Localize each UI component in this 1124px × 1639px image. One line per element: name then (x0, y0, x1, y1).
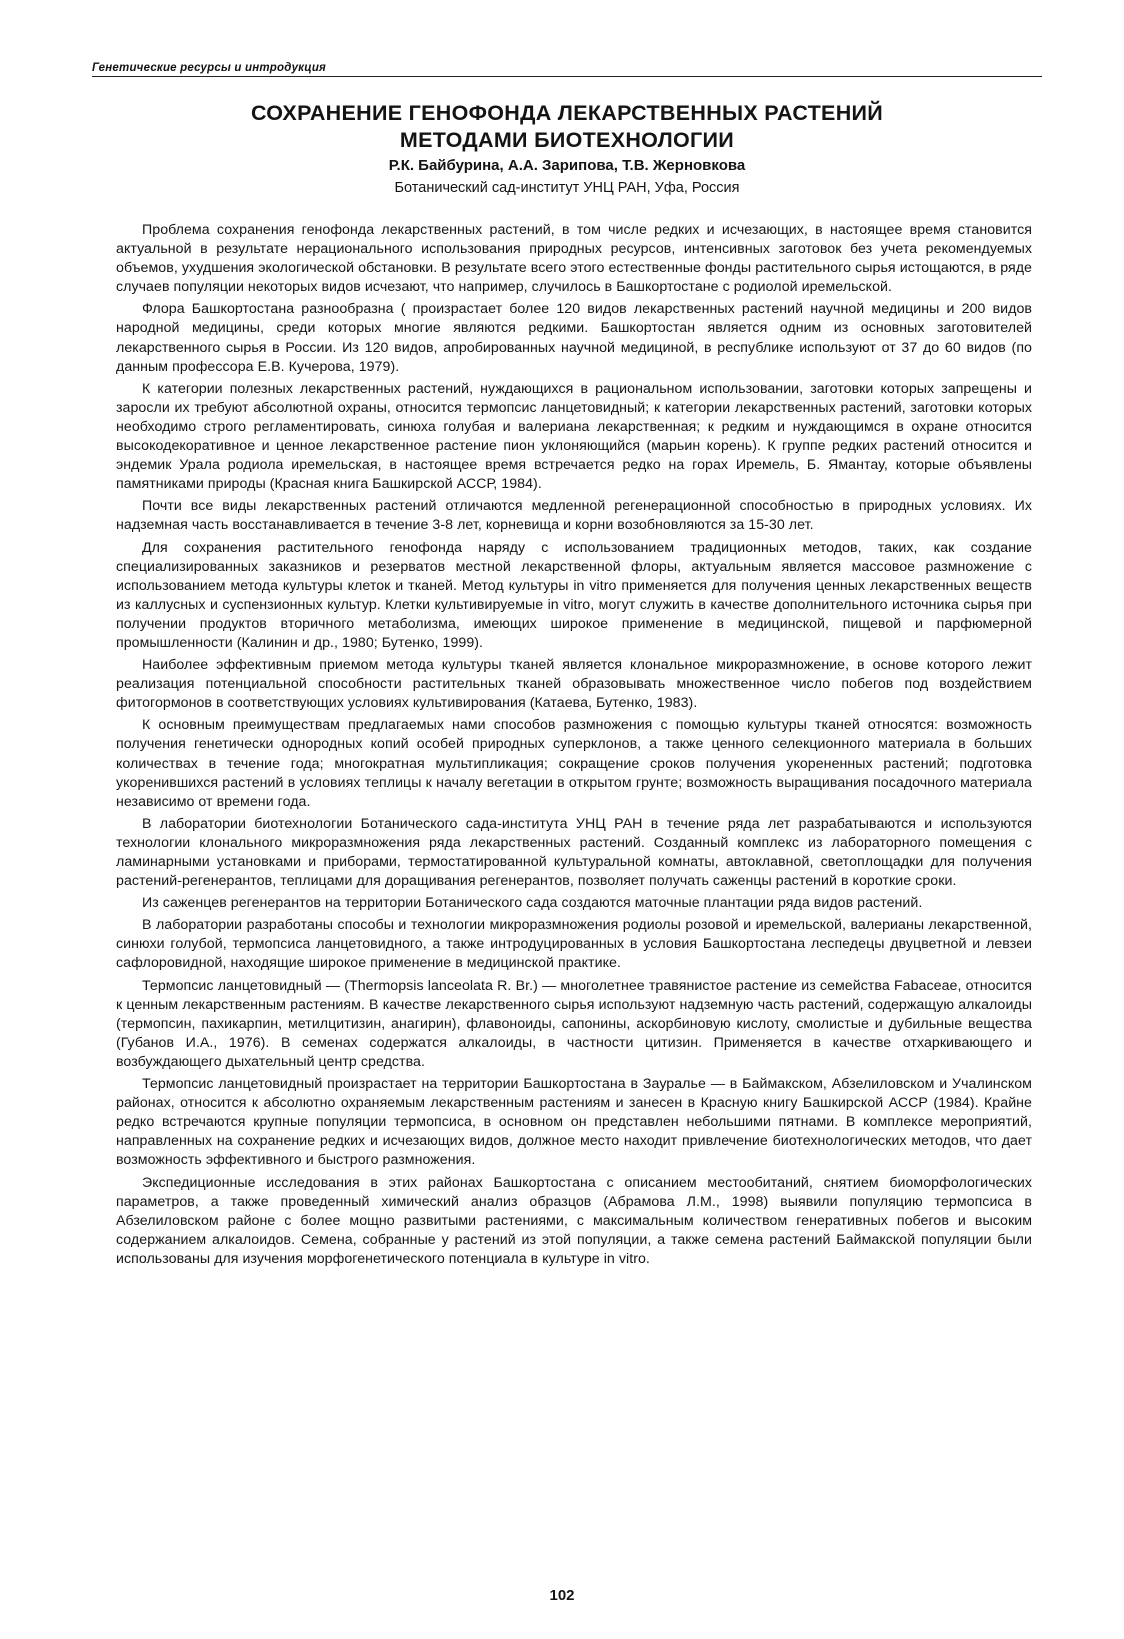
paragraph: Почти все виды лекарственных растений отличаются медленной регенерационной способностью в природных условиях. Их надземная часть восстанавливается в течение 3-8 лет, корневища и корни возобновляются за 15-30 лет. (116, 498, 1032, 534)
article-authors: Р.К. Байбурина, А.А. Зарипова, Т.В. Жерновкова (388, 157, 746, 174)
paragraph: Флора Башкортостана разнообразна ( произрастает более 120 видов лекарственных растений научной медицины и 200 видов народной медицины, среди которых многие являются редкими. Башкортостан является одним из основных заготовителей лекарственного сырья в России. Из 120 видов, апробированных научной медициной, в республике используют от 37 до 60 видов (по данным профессора Е.В. Кучерова, 1979). (116, 301, 1032, 375)
paragraph: В лаборатории биотехнологии Ботанического сада-института УНЦ РАН в течение ряда лет разрабатываются и используются технологии клонального микроразмножения ряда лекарственных растений. Созданный комплекс из лабораторного помещения с ламинарными установками и приборами, термостатированной культуральной комнаты, автоклавной, светоплощадки для получения растений-регенерантов, теплицами для доращивания регенерантов, позволяет получать саженцы растений в короткие сроки. (116, 815, 1032, 890)
paragraph: К основным преимуществам предлагаемых нами способов размножения с помощью культуры тканей относятся: возможность получения генетически однородных копий особей природных суперклонов, а также ценного селекционного материала в больших количествах в течение года; многократная мультипликация; сокращение сроков получения укорененных растений; подготовка укоренившихся растений в условиях теплицы к началу вегетации в открытом грунте; возможность выращивания посадочного материала независимо от времени года. (116, 717, 1032, 810)
paragraph: Проблема сохранения генофонда лекарственных растений, в том числе редких и исчезающих, в настоящее время становится актуальной в результате нерационального использования природных ресурсов, интенсивных заготовок без учета рекомендуемых объемов, ухудшения экологической обстановки. В результате всего этого естественные фонды растительного сырья истощаются, в ряде случаев популяции некоторых видов исчезают, что например, случилось в Башкортостане с родиолой иремельской. (116, 222, 1032, 296)
running-header: Генетические ресурсы и интродукция (92, 62, 327, 74)
article-title-line-1: СОХРАНЕНИЕ ГЕНОФОНДА ЛЕКАРСТВЕННЫХ РАСТЕНИЙ (250, 101, 884, 125)
paragraph: Термопсис ланцетовидный произрастает на территории Башкортостана в Зауралье — в Баймакском, Абзелиловском и Учалинском районах, относится к абсолютно охраняемым лекарственным растениям и занесен в Красную книгу Башкирской АССР (1984). Крайне редко встречаются крупные популяции термопсиса, в основном он представлен небольшими пятнами. В комплексе мероприятий, направленных на сохранение редких и исчезающих видов, должное место находит привлечение биотехнологических методов, что дает возможность эффективного и быстрого размножения. (116, 1076, 1032, 1169)
article-body (116, 221, 1032, 1272)
paragraph: Термопсис ланцетовидный — (Thermopsis lanceolata R. Br.) — многолетнее травянистое растение из семейства Fabaceae, относится к ценным лекарственным растениям. В качестве лекарственного сырья используют надземную часть растений, содержащую алкалоиды (термопсин, пахикарпин, метилцитизин, анагирин), флавоноиды, сапонины, аскорбиновую кислоту, смолистые и дубильные вещества (Губанов И.А., 1976). В семенах содержатся алкалоиды, в частности цитизин. Применяется в качестве отхаркивающего и возбуждающего дыхательный центр средства. (116, 977, 1032, 1070)
page-number: 102 (549, 1587, 575, 1604)
paragraph: Из саженцев регенерантов на территории Ботанического сада создаются маточные плантации ряда видов растений. (142, 895, 923, 912)
article-title-line-2: МЕТОДАМИ БИОТЕХНОЛОГИИ (399, 128, 735, 152)
paragraph: К категории полезных лекарственных растений, нуждающихся в рациональном использовании, заготовки которых запрещены и заросли их требуют абсолютной охраны, относится термопсис ланцетовидный; к категории лекарственных растений, заготовки которых необходимо строго регламентировать, синюха голубая и валериана лекарственная; к редким и нуждающимся в охране относится высокодекоративное и ценное лекарственное растение пион уклоняющийся (марьин корень). К группе редких растений относится и эндемик Урала родиола иремельская, в настоящее время встречается редко на горах Иремель, Б. Ямантау, которые объявлены памятниками природы (Красная книга Башкирской АССР, 1984). (116, 380, 1032, 493)
paragraph: Наиболее эффективным приемом метода культуры тканей является клональное микроразмножение, в основе которого лежит реализация потенциальной способности растительных тканей образовывать множественное число побегов под воздействием фитогормонов в соответствующих условиях культивирования (Катаева, Бутенко, 1983). (116, 657, 1032, 712)
paragraph: Для сохранения растительного генофонда наряду с использованием традиционных методов, таких, как создание специализированных заказников и резерватов местной лекарственной флоры, актуальным является массовое размножение с использованием метода культуры клеток и тканей. Метод культуры in vitro применяется для получения ценных лекарственных веществ из каллусных и суспензионных культур. Клетки культивируемые in vitro, могут служить в качестве дополнительного источника сырья при получении продуктов вторичного метаболизма, имеющих широкое применение в медицинской, пищевой и парфюмерной промышленности (Калинин и др., 1980; Бутенко, 1999). (116, 539, 1032, 651)
article-affiliation: Ботанический сад-институт УНЦ РАН, Уфа, Россия (394, 180, 740, 196)
header-divider (92, 76, 1042, 77)
article-title (92, 100, 1042, 154)
paragraph: Экспедиционные исследования в этих районах Башкортостана с описанием местообитаний, снятием биоморфологических параметров, а также проведенный химический анализ образцов (Абрамова Л.М., 1998) выявили популяцию термопсиса в Абзелиловском районе с более мощно развитыми растениями, с максимальным количеством генеративных побегов и высоким содержанием алкалоидов. Семена, собранные у растений из этой популяции, а также семена растений Баймакской популяции были использованы для изучения морфогенетического потенциала в культуре in vitro. (116, 1174, 1032, 1267)
paragraph: В лаборатории разработаны способы и технологии микроразмножения родиолы розовой и иремельской, валерианы лекарственной, синюхи голубой, термопсиса ланцетовидного, а также интродуцированных в условия Башкортостана леспедецы двуцветной и левзеи сафлоровидной, находящие широкое применение в медицинской практике. (116, 917, 1032, 972)
